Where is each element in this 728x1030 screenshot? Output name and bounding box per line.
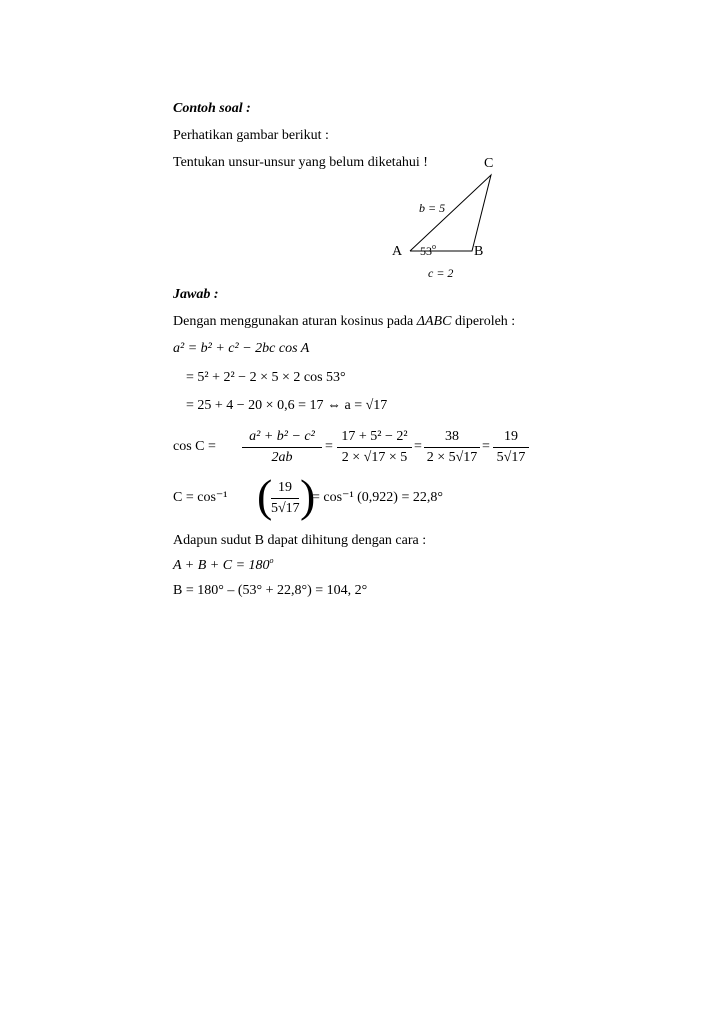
C-rhs: = cos⁻¹ (0,922) = 22,8° xyxy=(312,490,443,505)
equals-1: = xyxy=(325,439,333,454)
cosC-fraction-4: 19 5√17 xyxy=(493,429,529,466)
angle-b-intro: Adapun sudut B dapat dihitung dengan cara : xyxy=(173,533,427,548)
cosC-lhs: cos C = xyxy=(173,439,216,454)
cosC-fraction-2: 17 + 5² − 2² 2 × √17 × 5 xyxy=(337,429,412,466)
left-paren: ( xyxy=(257,470,273,521)
formula-substitution: = 5² + 2² − 2 × 5 × 2 cos 53° xyxy=(186,370,346,385)
right-paren: ) xyxy=(300,470,316,521)
angle-a-label: 53$^o$ xyxy=(420,242,436,258)
angle-b-result: B = 180° – (53° + 22,8°) = 104, 2° xyxy=(173,583,368,598)
vertex-c-label: C xyxy=(484,156,494,171)
example-heading: Contoh soal : xyxy=(173,101,251,116)
answer-intro: Dengan menggunakan aturan kosinus pada ΔABC diperoleh : xyxy=(173,314,516,329)
side-c-label: c = 2 xyxy=(428,266,454,280)
angle-sum: $A + B + C = 180^o$ xyxy=(173,556,274,573)
side-b-label: b = 5 xyxy=(419,201,446,215)
vertex-a-label: A xyxy=(392,244,403,259)
C-fraction: 19 5√17 xyxy=(271,480,300,516)
cosC-fraction-3: 38 2 × 5√17 xyxy=(424,429,480,466)
C-lhs: C = cos⁻¹ xyxy=(173,490,228,505)
answer-heading: Jawab : xyxy=(173,287,219,302)
instruction-determine: Tentukan unsur-unsur yang belum diketahui ! xyxy=(173,155,428,170)
cosC-fraction-1: a² + b² − c² 2ab xyxy=(242,429,322,466)
equals-2: = xyxy=(414,439,422,454)
formula-cosine-rule: a² = b² + c² − 2bc cos A xyxy=(173,341,310,356)
equals-3: = xyxy=(482,439,490,454)
vertex-b-label: B xyxy=(474,244,484,259)
formula-result-a: = 25 + 4 − 20 × 0,6 = 17 ⇔ a = √17 xyxy=(186,398,388,413)
instruction-observe: Perhatikan gambar berikut : xyxy=(173,128,329,143)
